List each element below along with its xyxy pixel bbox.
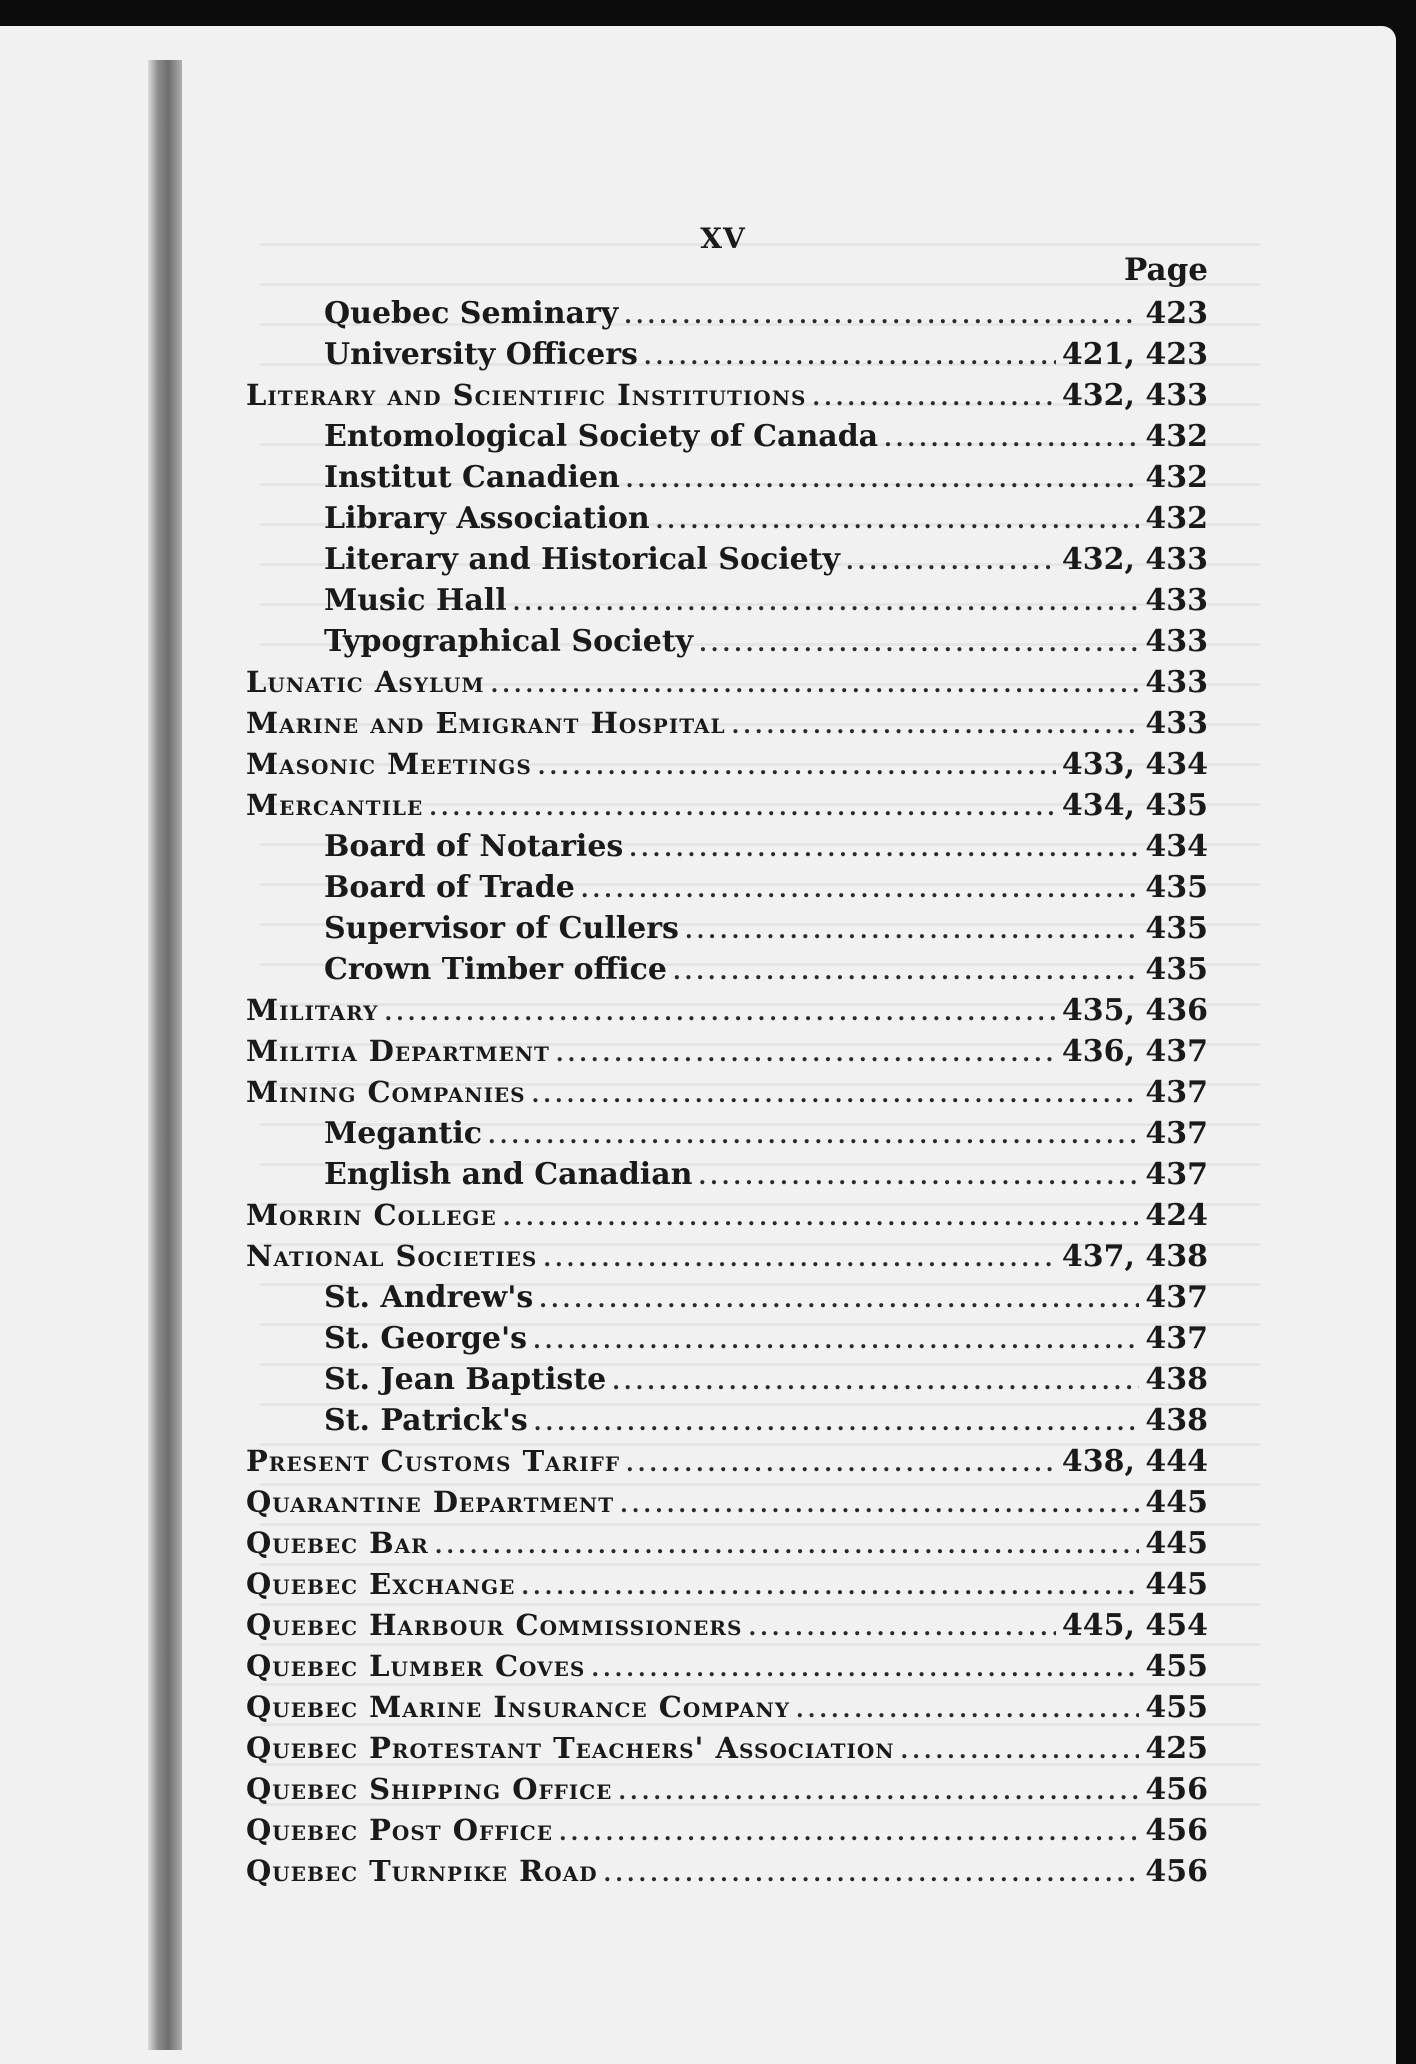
entry-page-numbers: 433	[1145, 665, 1208, 700]
entry-label: Militia Department	[246, 1034, 550, 1068]
entry-label: Quebec Lumber Coves	[246, 1649, 586, 1683]
entry-label: Entomological Society of Canada	[324, 419, 879, 454]
dot-leader	[620, 1492, 1139, 1518]
dot-leader	[846, 549, 1056, 575]
page-folio: XV	[700, 222, 746, 255]
dot-leader	[626, 1451, 1056, 1477]
entry-page-numbers: 433	[1145, 583, 1208, 618]
dot-leader	[732, 713, 1140, 739]
entry-page-numbers: 437, 438	[1061, 1239, 1208, 1274]
entry-page-numbers: 437	[1145, 1157, 1208, 1192]
dot-leader	[699, 631, 1139, 657]
index-subentry	[246, 624, 1208, 665]
dot-leader	[429, 795, 1056, 821]
index-subentry	[246, 583, 1208, 624]
index-entry	[246, 788, 1208, 829]
entry-page-numbers: 455	[1145, 1649, 1208, 1684]
dot-leader	[629, 836, 1139, 862]
entry-label: Masonic Meetings	[246, 747, 532, 781]
index-subentry	[246, 501, 1208, 542]
dot-leader	[559, 1820, 1139, 1846]
dot-leader	[656, 508, 1140, 534]
entry-page-numbers: 432	[1145, 460, 1208, 495]
entry-label: Crown Timber office	[324, 952, 667, 987]
index-entry	[246, 665, 1208, 706]
dot-leader	[539, 1287, 1139, 1313]
dot-leader	[556, 1041, 1056, 1067]
index-subentry	[246, 542, 1208, 583]
index-subentry	[246, 1116, 1208, 1157]
index-subentry	[246, 952, 1208, 993]
index-entry	[246, 378, 1208, 419]
index-subentry	[246, 1280, 1208, 1321]
entry-label: Board of Notaries	[324, 829, 624, 864]
entry-page-numbers: 435, 436	[1061, 993, 1208, 1028]
index-entry	[246, 1772, 1208, 1813]
index-subentry	[246, 337, 1208, 378]
index-subentry	[246, 1403, 1208, 1444]
index-subentry	[246, 829, 1208, 870]
entry-page-numbers: 436, 437	[1061, 1034, 1208, 1069]
entry-page-numbers: 434, 435	[1061, 788, 1208, 823]
index-entry	[246, 747, 1208, 788]
dot-leader	[521, 1574, 1139, 1600]
entry-page-numbers: 434	[1145, 829, 1208, 864]
index-entry	[246, 1034, 1208, 1075]
dot-leader	[513, 590, 1140, 616]
index-entry	[246, 1854, 1208, 1895]
entry-page-numbers: 445	[1145, 1485, 1208, 1520]
entry-label: Mining Companies	[246, 1075, 526, 1109]
entry-label: University Officers	[324, 337, 638, 372]
entry-page-numbers: 438	[1145, 1403, 1208, 1438]
entry-label: Morrin College	[246, 1198, 497, 1232]
entry-page-numbers: 456	[1145, 1854, 1208, 1889]
entry-page-numbers: 438, 444	[1061, 1444, 1208, 1479]
dot-leader	[532, 1082, 1140, 1108]
dot-leader	[612, 1369, 1139, 1395]
index-subentry	[246, 296, 1208, 337]
dot-leader	[491, 672, 1140, 698]
dot-leader	[626, 467, 1140, 493]
index-entry	[246, 706, 1208, 747]
dot-leader	[543, 1246, 1056, 1272]
book-spine-shadow	[148, 60, 182, 2050]
entry-page-numbers: 456	[1145, 1772, 1208, 1807]
entry-label: St. George's	[324, 1321, 528, 1356]
index-subentry	[246, 1157, 1208, 1198]
entry-page-numbers: 421, 423	[1061, 337, 1208, 372]
dot-leader	[748, 1615, 1055, 1641]
entry-page-numbers: 435	[1145, 911, 1208, 946]
entry-label: Marine and Emigrant Hospital	[246, 706, 726, 740]
dot-leader	[673, 959, 1139, 985]
dot-leader	[884, 426, 1139, 452]
entry-label: Quebec Bar	[246, 1526, 429, 1560]
entry-label: Quebec Turnpike Road	[246, 1854, 598, 1888]
dot-leader	[812, 385, 1055, 411]
entry-label: Institut Canadien	[324, 460, 620, 495]
entry-label: Quebec Shipping Office	[246, 1772, 613, 1806]
dot-leader	[618, 1779, 1139, 1805]
entry-label: Mercantile	[246, 788, 424, 822]
entry-label: English and Canadian	[324, 1157, 693, 1192]
index-entry	[246, 1690, 1208, 1731]
dot-leader	[796, 1697, 1139, 1723]
index-entry	[246, 1526, 1208, 1567]
entry-page-numbers: 432, 433	[1061, 378, 1208, 413]
entry-label: Quebec Marine Insurance Company	[246, 1690, 791, 1724]
index-entry	[246, 1649, 1208, 1690]
dot-leader	[591, 1656, 1139, 1682]
index-entry	[246, 1075, 1208, 1116]
index-entry	[246, 1731, 1208, 1772]
dot-leader	[604, 1861, 1140, 1887]
entry-label: Board of Trade	[324, 870, 575, 905]
entry-page-numbers: 433, 434	[1061, 747, 1208, 782]
index-subentry	[246, 1362, 1208, 1403]
index-subentry	[246, 460, 1208, 501]
entry-label: Quarantine Department	[246, 1485, 615, 1519]
entry-label: Military	[246, 993, 379, 1027]
dot-leader	[901, 1738, 1140, 1764]
index-entry	[246, 1444, 1208, 1485]
index-entry	[246, 1608, 1208, 1649]
entry-page-numbers: 437	[1145, 1321, 1208, 1356]
dot-leader	[685, 918, 1139, 944]
index-subentry	[246, 419, 1208, 460]
index-entry	[246, 1485, 1208, 1526]
dot-leader	[503, 1205, 1140, 1231]
dot-leader	[384, 1000, 1055, 1026]
entry-page-numbers: 437	[1145, 1280, 1208, 1315]
entry-page-numbers: 437	[1145, 1116, 1208, 1151]
entry-label: Literary and Scientific Institutions	[246, 378, 807, 412]
entry-page-numbers: 437	[1145, 1075, 1208, 1110]
page-column-heading: Page	[1124, 252, 1208, 288]
entry-label: Supervisor of Cullers	[324, 911, 679, 946]
entry-label: Present Customs Tariff	[246, 1444, 621, 1478]
index-subentry	[246, 1321, 1208, 1362]
entry-page-numbers: 423	[1145, 296, 1208, 331]
index-entry	[246, 1198, 1208, 1239]
dot-leader	[534, 1410, 1140, 1436]
entry-page-numbers: 445	[1145, 1526, 1208, 1561]
dot-leader	[533, 1328, 1139, 1354]
entry-page-numbers: 438	[1145, 1362, 1208, 1397]
entry-label: St. Jean Baptiste	[324, 1362, 607, 1397]
entry-page-numbers: 445, 454	[1061, 1608, 1208, 1643]
index-subentry	[246, 911, 1208, 952]
entry-label: Library Association	[324, 501, 650, 536]
dot-leader	[644, 344, 1056, 370]
index-entry	[246, 993, 1208, 1034]
dot-leader	[488, 1123, 1139, 1149]
index-entry	[246, 1567, 1208, 1608]
dot-leader	[624, 303, 1139, 329]
dot-leader	[435, 1533, 1140, 1559]
entry-label: National Societies	[246, 1239, 538, 1273]
entry-page-numbers: 425	[1145, 1731, 1208, 1766]
entry-label: Quebec Exchange	[246, 1567, 516, 1601]
index-entry	[246, 1813, 1208, 1854]
entry-label: Literary and Historical Society	[324, 542, 840, 577]
dot-leader	[581, 877, 1140, 903]
entry-label: Quebec Post Office	[246, 1813, 553, 1847]
entry-page-numbers: 456	[1145, 1813, 1208, 1848]
entry-page-numbers: 435	[1145, 952, 1208, 987]
entry-page-numbers: 435	[1145, 870, 1208, 905]
entry-label: Music Hall	[324, 583, 507, 618]
entry-label: Megantic	[324, 1116, 483, 1151]
entry-label: St. Patrick's	[324, 1403, 528, 1438]
index-entry	[246, 1239, 1208, 1280]
dot-leader	[538, 754, 1056, 780]
entry-label: Quebec Seminary	[324, 296, 619, 331]
entry-label: Quebec Protestant Teachers' Association	[246, 1731, 895, 1765]
dot-leader	[698, 1164, 1139, 1190]
entry-page-numbers: 445	[1145, 1567, 1208, 1602]
index-subentry	[246, 870, 1208, 911]
entry-label: St. Andrew's	[324, 1280, 534, 1315]
index-list	[246, 296, 1208, 1895]
entry-label: Lunatic Asylum	[246, 665, 485, 699]
entry-page-numbers: 432	[1145, 501, 1208, 536]
entry-page-numbers: 432, 433	[1061, 542, 1208, 577]
entry-label: Typographical Society	[324, 624, 694, 659]
entry-page-numbers: 455	[1145, 1690, 1208, 1725]
entry-page-numbers: 433	[1145, 624, 1208, 659]
entry-label: Quebec Harbour Commissioners	[246, 1608, 743, 1642]
entry-page-numbers: 424	[1145, 1198, 1208, 1233]
entry-page-numbers: 432	[1145, 419, 1208, 454]
entry-page-numbers: 433	[1145, 706, 1208, 741]
